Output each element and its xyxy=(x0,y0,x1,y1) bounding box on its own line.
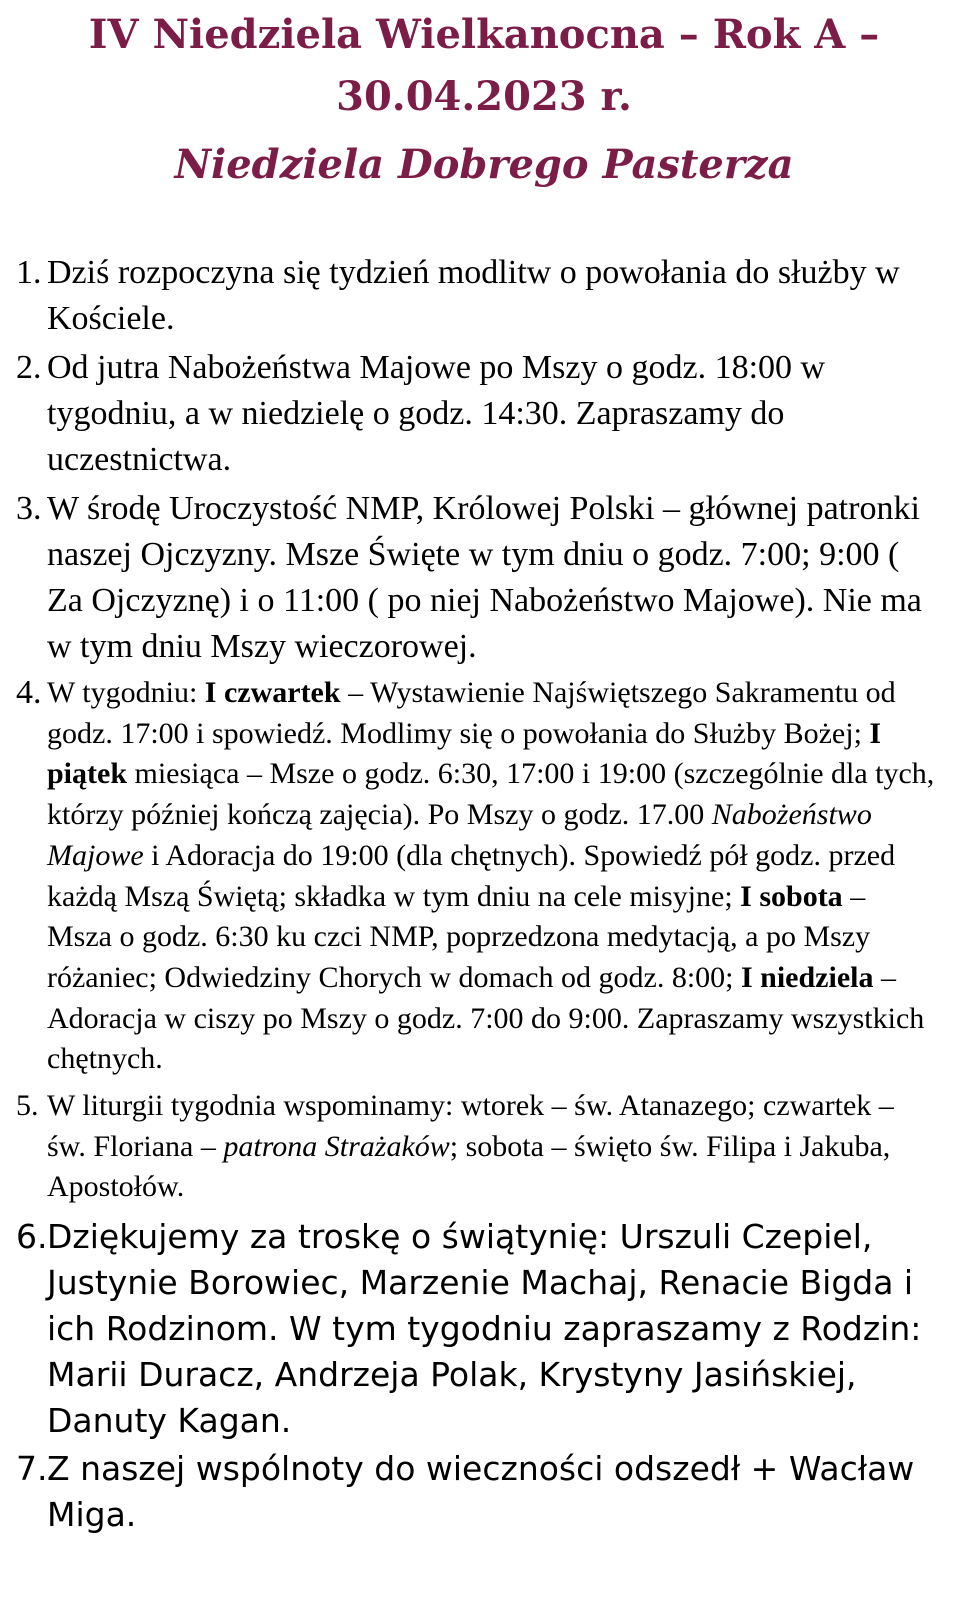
notice-item-4 xyxy=(16,673,936,1080)
text-segment: – Msza o godz. 6:30 ku czci NMP, poprzedzona medytacją, a po Mszy różaniec; Odwiedziny Chorych w domach od godz. 8:00; xyxy=(47,879,871,994)
notice-item-2 xyxy=(16,345,936,483)
notice-item-5 xyxy=(16,1086,936,1208)
text-segment: – Wystawienie Najświętszego Sakramentu od godz. 17:00 i spowiedź. Modlimy się o powołania do Służby Bożej; xyxy=(47,676,896,750)
notice-text xyxy=(47,1089,894,1203)
notice-text: Z naszej wspólnoty do wieczności odszedł + Wacław Miga. xyxy=(47,1449,915,1535)
notice-item-7 xyxy=(16,1446,936,1538)
first-saturday-label: I sobota xyxy=(740,879,843,913)
notice-item-6 xyxy=(16,1214,936,1444)
notice-text: Od jutra Nabożeństwa Majowe po Mszy o godz. 18:00 w tygodniu, a w niedzielę o godz. 14:30. Zapraszamy do uczestnictwa. xyxy=(47,349,826,478)
text-segment: – Adoracja w ciszy po Mszy o godz. 7:00 do 9:00. Zapraszamy wszystkich chętnych. xyxy=(47,960,925,1076)
notice-number: 1. xyxy=(16,254,42,291)
notice-text xyxy=(47,676,934,1075)
notice-text: Dziś rozpoczyna się tydzień modlitw o powołania do służby w Kościele. xyxy=(47,254,900,337)
notice-number: 5. xyxy=(16,1089,39,1123)
text-segment: W liturgii tygodnia wspominamy: wtorek – św. Atanazego; czwartek – św. Floriana – xyxy=(47,1089,894,1163)
page-title xyxy=(14,4,954,128)
text-segment: ; sobota – święto św. Filipa i Jakuba, Apostołów. xyxy=(47,1129,891,1204)
first-friday-label: I piątek xyxy=(47,716,882,791)
first-thursday-label: I czwartek xyxy=(204,676,341,709)
notice-number: 4. xyxy=(16,674,42,711)
notice-item-1 xyxy=(16,250,936,342)
notice-number: 7. xyxy=(16,1449,48,1489)
first-sunday-label: I niedziela xyxy=(740,960,874,994)
notice-text: W środę Uroczystość NMP, Królowej Polski – głównej patronki naszej Ojczyzny. Msze Święte w tym dniu o godz. 7:00; 9:00 ( Za Ojczyznę) i o 11:00 ( po niej Nabożeństwo Majowe). Nie ma w tym dniu Mszy wieczorowej. xyxy=(47,490,922,665)
patron-emphasis: patrona Strażaków xyxy=(223,1129,450,1163)
text-segment: miesiąca – Msze o godz. 6:30, 17:00 i 19:00 (szczególnie dla tych, którzy później kończą zajęcia). Po Mszy o godz. 17.00 xyxy=(47,757,935,832)
notice-number: 3. xyxy=(16,490,42,527)
title-line-2: 30.04.2023 r. xyxy=(336,73,632,120)
notices-list xyxy=(16,250,936,1540)
may-devotion-emphasis: Nabożeństwo Majowe xyxy=(47,798,872,872)
announcement-header xyxy=(0,0,954,196)
notice-number: 2. xyxy=(16,349,42,386)
text-segment: i Adoracja do 19:00 (dla chętnych). Spowiedź pół godz. przed każdą Mszą Świętą; składka w tym dniu na cele misyjne; xyxy=(47,838,896,913)
text-segment: W tygodniu: xyxy=(47,676,205,709)
page-subtitle: Niedziela Dobrego Pasterza xyxy=(174,141,794,188)
title-line-1: IV Niedziela Wielkanocna – Rok A – xyxy=(88,11,880,58)
notice-number: 6. xyxy=(16,1217,48,1257)
notice-item-3 xyxy=(16,486,936,670)
notice-text: Dziękujemy za troskę o świątynię: Urszuli Czepiel, Justynie Borowiec, Marzenie Machaj, Renacie Bigda i ich Rodzinom. W tym tygodniu zapraszamy z Rodzin: Marii Duracz, Andrzeja Polak, Krystyny Jasińskiej, Danuty Kagan. xyxy=(47,1217,922,1441)
